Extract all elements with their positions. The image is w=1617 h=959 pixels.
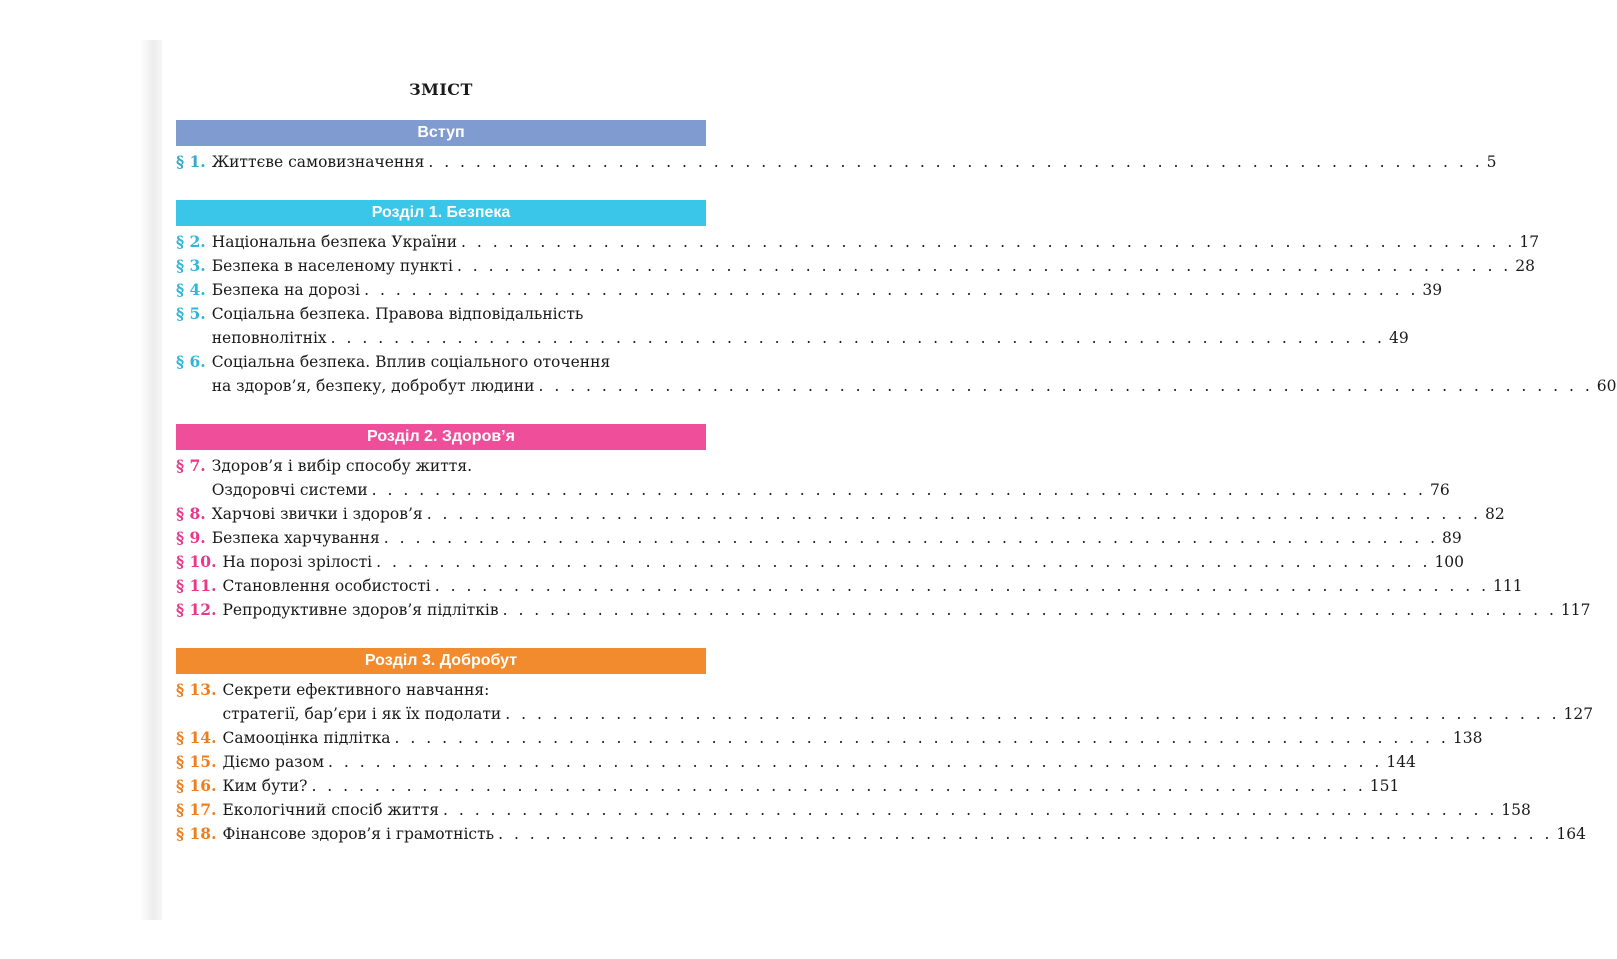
entry-title: На порозі зрілості [222, 553, 373, 571]
paragraph-number: § 13. [176, 680, 217, 699]
entry-title: неповнолітніх [211, 329, 327, 347]
entry-body [211, 278, 1443, 302]
entry-title: Ким бути? [222, 777, 308, 795]
toc-entry[interactable] [176, 774, 1400, 798]
page-number: 111 [1493, 577, 1523, 595]
page-number: 82 [1484, 505, 1505, 523]
dot-leader: . . . . . . . . . . . . . . . . . . . . . . . . . . . . . . . . . . . . . . . . . . . . . . . . . . . . . . . . . . . . . . . . . . . [442, 801, 1498, 819]
entry-title: Секрети ефективного навчання: [222, 681, 490, 699]
page-title: ЗМІСТ [409, 80, 473, 99]
page-gutter-shadow [140, 40, 162, 920]
page-number: 158 [1501, 801, 1531, 819]
dot-leader: . . . . . . . . . . . . . . . . . . . . . . . . . . . . . . . . . . . . . . . . . . . . . . . . . . . . . . . . . . . . . . . . . . . [426, 505, 1481, 523]
entry-line [222, 726, 1483, 750]
dot-leader: . . . . . . . . . . . . . . . . . . . . . . . . . . . . . . . . . . . . . . . . . . . . . . . . . . . . . . . . . . . . . . . . . . . [330, 329, 1385, 347]
page-number: 49 [1388, 329, 1409, 347]
dot-leader: . . . . . . . . . . . . . . . . . . . . . . . . . . . . . . . . . . . . . . . . . . . . . . . . . . . . . . . . . . . . . . . . . . . [383, 529, 1439, 547]
dot-leader: . . . . . . . . . . . . . . . . . . . . . . . . . . . . . . . . . . . . . . . . . . . . . . . . . . . . . . . . . . . . . . . . . . . [505, 705, 1560, 723]
toc-section [176, 120, 1497, 174]
entry-line [211, 502, 1505, 526]
toc-entry[interactable] [176, 550, 1465, 574]
section-heading-banner: Розділ 3. Добробут [176, 648, 706, 674]
paragraph-number: § 17. [176, 800, 217, 819]
entry-line [222, 702, 1594, 726]
entry-line [212, 302, 706, 326]
page-number: 28 [1515, 257, 1535, 275]
toc-entry[interactable] [176, 726, 1483, 750]
paragraph-number: § 4. [176, 280, 206, 299]
entry-title: Діємо разом [222, 753, 325, 771]
toc-entry[interactable] [176, 454, 1450, 502]
dot-leader: . . . . . . . . . . . . . . . . . . . . . . . . . . . . . . . . . . . . . . . . . . . . . . . . . . . . . . . . . . . . . . . . . . . [538, 377, 1593, 395]
toc-entry[interactable] [176, 278, 1443, 302]
toc-section [176, 424, 1591, 622]
entry-title: Соціальна безпека. Вплив соціального оточення [211, 353, 611, 371]
dot-leader: . . . . . . . . . . . . . . . . . . . . . . . . . . . . . . . . . . . . . . . . . . . . . . . . . . . . . . . . . . . . . . . . . . . [461, 233, 1516, 251]
paragraph-number: § 3. [176, 256, 206, 275]
paragraph-number: § 8. [176, 504, 206, 523]
entry-title: Оздоровчі системи [211, 481, 368, 499]
paragraph-number: § 7. [176, 456, 206, 475]
dot-leader: . . . . . . . . . . . . . . . . . . . . . . . . . . . . . . . . . . . . . . . . . . . . . . . . . . . . . . . . . . . . . . . . . . . [428, 153, 1483, 171]
dot-leader: . . . . . . . . . . . . . . . . . . . . . . . . . . . . . . . . . . . . . . . . . . . . . . . . . . . . . . . . . . . . . . . . . . . [371, 481, 1426, 499]
page-number: 151 [1369, 777, 1400, 795]
entry-title: Фінансове здоров’я і грамотність [222, 825, 495, 843]
entry-line [222, 774, 1400, 798]
entry-title: Життєве самовизначення [211, 153, 425, 171]
dot-leader: . . . . . . . . . . . . . . . . . . . . . . . . . . . . . . . . . . . . . . . . . . . . . . . . . . . . . . . . . . . . . . . . . . . [498, 825, 1553, 843]
entry-title: Безпека харчування [211, 529, 380, 547]
entry-line [222, 574, 1523, 598]
entry-line [222, 598, 1591, 622]
page-number: 17 [1519, 233, 1540, 251]
paragraph-number: § 18. [176, 824, 217, 843]
paragraph-number: § 11. [176, 576, 217, 595]
entry-line [211, 230, 1540, 254]
entry-line [211, 254, 1535, 278]
entry-line [222, 822, 1586, 846]
toc-entry[interactable] [176, 574, 1523, 598]
page-number: 76 [1429, 481, 1450, 499]
paragraph-number: § 6. [176, 352, 206, 371]
page-number: 39 [1422, 281, 1443, 299]
entry-body [222, 774, 1400, 798]
page-number: 138 [1452, 729, 1483, 747]
toc-entry[interactable] [176, 598, 1591, 622]
toc-entry[interactable] [176, 254, 1535, 278]
dot-leader: . . . . . . . . . . . . . . . . . . . . . . . . . . . . . . . . . . . . . . . . . . . . . . . . . . . . . . . . . . . . . . . . . . . [364, 281, 1419, 299]
entry-title: Здоров’я і вибір способу життя. [211, 457, 473, 475]
entry-body [211, 454, 1450, 502]
entry-line [212, 454, 706, 478]
table-of-contents [176, 80, 1617, 872]
dot-leader: . . . . . . . . . . . . . . . . . . . . . . . . . . . . . . . . . . . . . . . . . . . . . . . . . . . . . . . . . . . . . . . . . . . [502, 601, 1557, 619]
entry-body [211, 150, 1497, 174]
entry-body [222, 798, 1531, 822]
toc-entry[interactable] [176, 822, 1586, 846]
dot-leader: . . . . . . . . . . . . . . . . . . . . . . . . . . . . . . . . . . . . . . . . . . . . . . . . . . . . . . . . . . . . . . . . . . . [376, 553, 1431, 571]
entry-body [211, 230, 1540, 254]
page-number: 144 [1386, 753, 1416, 771]
toc-entry[interactable] [176, 350, 1617, 398]
entry-title: Становлення особистості [222, 577, 431, 595]
toc-entry[interactable] [176, 750, 1416, 774]
entry-title: Репродуктивне здоров’я підлітків [222, 601, 499, 619]
entry-body [211, 502, 1505, 526]
toc-sections [176, 120, 1617, 846]
dot-leader: . . . . . . . . . . . . . . . . . . . . . . . . . . . . . . . . . . . . . . . . . . . . . . . . . . . . . . . . . . . . . . . . . . . [394, 729, 1449, 747]
toc-entry[interactable] [176, 526, 1462, 550]
page-number: 127 [1563, 705, 1594, 723]
toc-section [176, 648, 1594, 846]
paragraph-number: § 9. [176, 528, 206, 547]
entry-line [211, 150, 1497, 174]
entry-body [222, 574, 1523, 598]
entry-body [222, 678, 1594, 726]
entry-title: на здоров’я, безпеку, добробут людини [211, 377, 535, 395]
paragraph-number: § 12. [176, 600, 217, 619]
entry-line [222, 798, 1531, 822]
entry-title: Харчові звички і здоров’я [211, 505, 423, 523]
toc-entry[interactable] [176, 678, 1594, 726]
entry-line [211, 526, 1462, 550]
entry-body [222, 550, 1465, 574]
entry-line [211, 326, 1409, 350]
entry-line [211, 478, 1450, 502]
entry-title: Національна безпека України [211, 233, 458, 251]
paragraph-number: § 5. [176, 304, 206, 323]
paragraph-number: § 1. [176, 152, 206, 171]
dot-leader: . . . . . . . . . . . . . . . . . . . . . . . . . . . . . . . . . . . . . . . . . . . . . . . . . . . . . . . . . . . . . . . . . . . [328, 753, 1383, 771]
entry-body [211, 350, 1617, 398]
page-number: 5 [1486, 153, 1497, 171]
section-heading-banner: Розділ 2. Здоров’я [176, 424, 706, 450]
entry-line [222, 550, 1465, 574]
page-number: 100 [1434, 553, 1465, 571]
paragraph-number: § 10. [176, 552, 217, 571]
entry-title: стратегії, бар’єри і як їх подолати [222, 705, 502, 723]
dot-leader: . . . . . . . . . . . . . . . . . . . . . . . . . . . . . . . . . . . . . . . . . . . . . . . . . . . . . . . . . . . . . . . . . . . [456, 257, 1512, 275]
toc-entry[interactable] [176, 150, 1497, 174]
entry-line [212, 350, 706, 374]
entry-body [211, 254, 1535, 278]
entry-body [222, 750, 1416, 774]
entry-body [211, 526, 1462, 550]
section-heading-banner: Розділ 1. Безпека [176, 200, 706, 226]
entry-body [222, 822, 1586, 846]
entry-body [222, 598, 1591, 622]
page-number: 60 [1596, 377, 1617, 395]
toc-entry[interactable] [176, 230, 1540, 254]
entry-title: Безпека на дорозі [211, 281, 361, 299]
page-number: 117 [1560, 601, 1591, 619]
entry-line [222, 750, 1416, 774]
entry-line [222, 678, 706, 702]
toc-entry[interactable] [176, 302, 1409, 350]
toc-section [176, 200, 1617, 398]
entry-body [211, 302, 1409, 350]
paragraph-number: § 2. [176, 232, 206, 251]
paragraph-number: § 15. [176, 752, 217, 771]
paragraph-number: § 16. [176, 776, 217, 795]
entry-title: Екологічний спосіб життя [222, 801, 439, 819]
entry-title: Самооцінка підлітка [222, 729, 391, 747]
section-heading-banner: Вступ [176, 120, 706, 146]
page-number: 89 [1442, 529, 1462, 547]
entry-line [211, 278, 1443, 302]
dot-leader: . . . . . . . . . . . . . . . . . . . . . . . . . . . . . . . . . . . . . . . . . . . . . . . . . . . . . . . . . . . . . . . . . . . [311, 777, 1366, 795]
paragraph-number: § 14. [176, 728, 217, 747]
entry-title: Соціальна безпека. Правова відповідальність [211, 305, 584, 323]
toc-entry[interactable] [176, 502, 1505, 526]
entry-title: Безпека в населеному пункті [211, 257, 453, 275]
page-number: 164 [1556, 825, 1586, 843]
entry-body [222, 726, 1483, 750]
toc-entry[interactable] [176, 798, 1531, 822]
dot-leader: . . . . . . . . . . . . . . . . . . . . . . . . . . . . . . . . . . . . . . . . . . . . . . . . . . . . . . . . . . . . . . . . . . . [434, 577, 1490, 595]
entry-line [211, 374, 1617, 398]
